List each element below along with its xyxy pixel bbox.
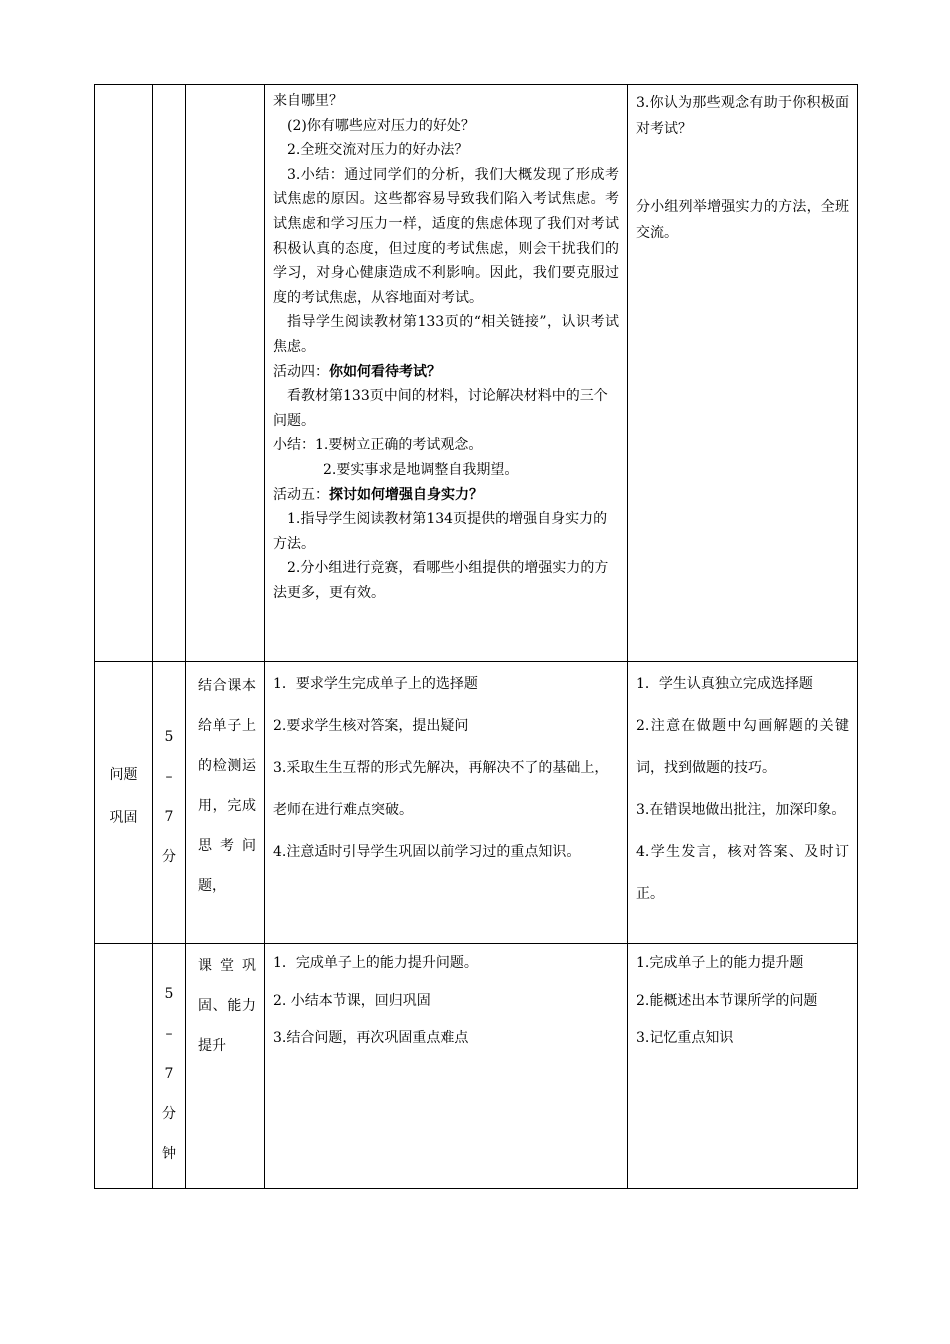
time-char: 分 (162, 1106, 176, 1122)
stage-cell (95, 944, 153, 1189)
teacher-line: 4.注意适时引导学生巩固以前学习过的重点知识。 (273, 844, 581, 860)
teacher-line: 2. 小结本节课，回归巩固 (273, 992, 431, 1009)
activity-title: 你如何看待考试？ (329, 363, 441, 380)
teacher-line: 来自哪里？ (273, 93, 343, 109)
student-activity-cell (628, 944, 858, 1189)
teacher-line: 指导学生阅读教材第133页的“相关链接”，认识考试焦虑。 (273, 314, 619, 355)
time-char: – (165, 1026, 173, 1042)
teacher-line: 3.结合问题，再次巩固重点难点 (273, 1030, 469, 1046)
table-row-activities (95, 85, 858, 662)
student-line: 1．学生认真独立完成选择题 (636, 676, 813, 692)
teacher-activity-cell (265, 85, 628, 662)
student-line: 4.学生发言，核对答案、及时订正。 (636, 844, 849, 902)
student-line: 3.你认为那些观念有助于你积极面对考试？ (636, 95, 849, 137)
student-line: 3.记忆重点知识 (636, 1030, 734, 1046)
teacher-line: 1.指导学生阅读教材第134页提供的增强自身实力的方法。 (273, 511, 608, 552)
student-line: 2.能概述出本节课所学的问题 (636, 992, 818, 1009)
teacher-line: 2.全班交流对压力的好办法？ (287, 142, 469, 159)
time-cell (153, 662, 186, 944)
time-char: 7 (164, 1066, 174, 1082)
content-text: 课堂巩固、能力提升 (198, 958, 256, 1054)
student-line: 分小组列举增强实力的方法，全班交流。 (636, 199, 849, 241)
teacher-summary: 3.小结：通过同学们的分析，我们大概发现了形成考试焦虑的原因。这些都容易导致我们陷入考试焦虑。考试焦虑和学习压力一样，适度的焦虑体现了我们对考试积极认真的态度，但过度的考试焦虑，则会干扰我们的学习，对身心健康造成不利影响。因此，我们要克服过度的考试焦虑，从容地面对考试。 (273, 166, 619, 306)
activity-five-heading (273, 483, 619, 508)
content-text: 结合课本给单子上的检测运用，完成思考问题， (198, 678, 256, 894)
table-row-improvement (95, 944, 858, 1189)
activity-four-heading (273, 360, 619, 385)
student-line: 1.完成单子上的能力提升题 (636, 955, 804, 971)
activity-label: 活动四： (273, 363, 329, 380)
teacher-line: 1．完成单子上的能力提升问题。 (273, 955, 478, 971)
time-char: – (165, 769, 173, 785)
time-cell (153, 944, 186, 1189)
activity-label: 活动五： (273, 486, 329, 503)
content-cell (186, 662, 265, 944)
time-char: 5 (164, 986, 174, 1002)
student-line: 2.注意在做题中勾画解题的关键词，找到做题的技巧。 (636, 718, 849, 776)
activity-title: 探讨如何增强自身实力？ (329, 486, 483, 503)
time-char: 钟 (162, 1146, 176, 1162)
student-activity-cell (628, 85, 858, 662)
time-char: 5 (164, 729, 174, 745)
teacher-line: (2)你有哪些应对压力的好处？ (287, 117, 475, 134)
teacher-line: 3.采取生生互帮的形式先解决，再解决不了的基础上，老师在进行难点突破。 (273, 760, 609, 818)
time-cell (153, 85, 186, 662)
teacher-activity-cell (265, 944, 628, 1189)
teacher-line: 1．要求学生完成单子上的选择题 (273, 676, 478, 692)
student-line: 3.在错误地做出批注，加深印象。 (636, 802, 846, 818)
stage-cell (95, 85, 153, 662)
stage-cell (95, 662, 153, 944)
time-char: 7 (164, 809, 174, 825)
teacher-activity-cell (265, 662, 628, 944)
table-row-consolidation (95, 662, 858, 944)
content-cell (186, 85, 265, 662)
student-activity-cell (628, 662, 858, 944)
teacher-line: 2.要求学生核对答案，提出疑问 (273, 718, 469, 734)
lesson-plan-table (94, 84, 858, 1189)
teacher-line: 看教材第133页中间的材料，讨论解决材料中的三个问题。 (273, 388, 608, 429)
stage-label: 问题巩固 (109, 767, 138, 826)
content-cell (186, 944, 265, 1189)
teacher-line: 小结：1.要树立正确的考试观念。 (273, 437, 483, 454)
teacher-line: 2.要实事求是地调整自我期望。 (323, 461, 519, 478)
teacher-line: 2.分小组进行竞赛，看哪些小组提供的增强实力的方法更多，更有效。 (273, 560, 609, 601)
time-char: 分 (162, 849, 176, 865)
